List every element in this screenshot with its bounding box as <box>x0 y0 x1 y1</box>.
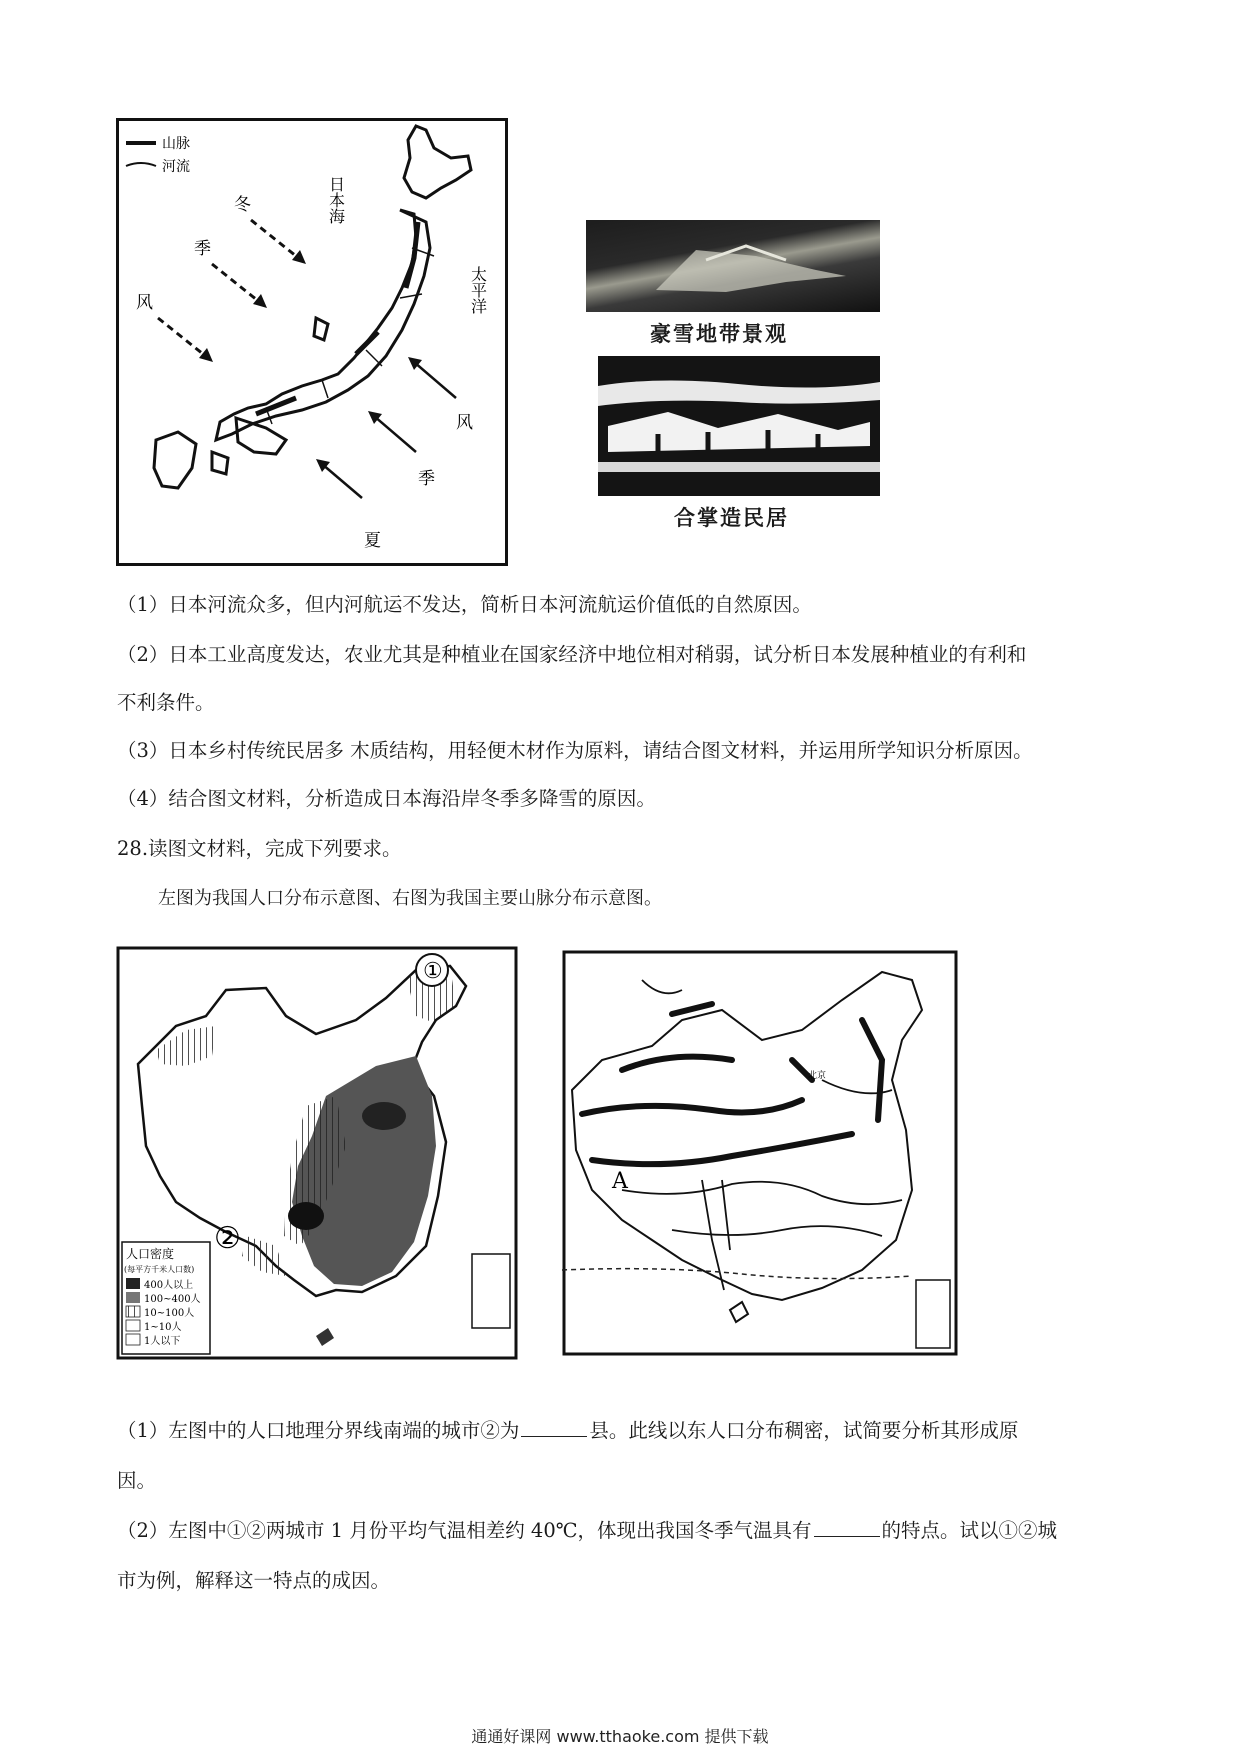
winter-wind-char-3: 风 <box>136 293 153 313</box>
population-map-figure <box>116 946 518 1360</box>
q27-item-2: （2）日本工业高度发达，农业尤其是种植业在国家经济中地位相对稍弱，试分析日本发展种植业的有利和 <box>117 643 1027 666</box>
q27-item-1: （1）日本河流众多，但内河航运不发达，简析日本河流航运价值低的自然原因。 <box>117 593 812 616</box>
mountain-map <box>562 950 958 1356</box>
winter-wind-char-1: 冬 <box>234 195 251 215</box>
q28-item-2-part1: （2）左图中①②两城市 1 月份平均气温相差约 40℃，体现出我国冬季气温具有 <box>117 1519 812 1542</box>
q28-intro: 左图为我国人口分布示意图、右图为我国主要山脉分布示意图。 <box>158 888 662 909</box>
legend-title: 人口密度 <box>126 1247 175 1261</box>
south-sea-inset-2 <box>916 1280 950 1348</box>
city-marker-2: ② <box>214 1221 241 1256</box>
sea-label: 日本海 <box>326 176 346 224</box>
answer-blank-1[interactable] <box>521 1418 587 1437</box>
q28-item-2-part2: 的特点。试以①②城 <box>881 1519 1058 1542</box>
city-marker-1: ① <box>423 959 443 984</box>
q27-item-4: （4）结合图文材料，分析造成日本海沿岸冬季多降雪的原因。 <box>117 787 656 810</box>
japan-map-figure <box>116 118 508 566</box>
q28-item-1 <box>117 1418 1018 1444</box>
summer-wind-char-2: 季 <box>418 469 435 489</box>
mountain-map-figure <box>562 950 958 1356</box>
legend-subtitle: (每平方千米人口数) <box>124 1265 195 1274</box>
snow-landscape-image <box>586 220 880 312</box>
footer-text: 通通好课网 www.tthaoke.com 提供下载 <box>471 1727 769 1746</box>
legend-river: 河流 <box>162 159 190 175</box>
q28-item-1-cont: 因。 <box>117 1469 157 1492</box>
q28-item-1-part1: （1）左图中的人口地理分界线南端的城市②为 <box>117 1419 520 1442</box>
q28-item-2-cont: 市为例，解释这一特点的成因。 <box>117 1569 391 1592</box>
population-map <box>116 946 518 1360</box>
q28-item-2 <box>117 1518 1057 1544</box>
snow-landscape-caption: 豪雪地带景观 <box>650 321 788 346</box>
q27-item-2-cont: 不利条件。 <box>117 691 215 714</box>
legend-mountain: 山脉 <box>162 136 190 152</box>
label-beijing: 北京 <box>808 1071 827 1081</box>
q28-item-1-part2: 县。此线以东人口分布稠密，试简要分析其形成原 <box>589 1419 1019 1442</box>
label-a: A <box>612 1169 628 1194</box>
winter-wind-char-2: 季 <box>194 239 211 259</box>
gassho-house-photo <box>598 356 880 496</box>
summer-wind-char-1: 夏 <box>364 531 381 551</box>
legend-item-5: 1人以下 <box>144 1336 181 1347</box>
ocean-label: 太平洋 <box>468 266 488 314</box>
gassho-house-image <box>598 356 880 496</box>
legend-item-1: 400人以上 <box>144 1280 194 1291</box>
legend-item-2: 100~400人 <box>144 1294 201 1305</box>
legend-item-3: 10~100人 <box>144 1308 195 1319</box>
summer-wind-char-3: 风 <box>456 413 473 433</box>
south-sea-inset <box>472 1254 510 1328</box>
snow-landscape-photo <box>586 220 880 312</box>
answer-blank-2[interactable] <box>814 1518 880 1537</box>
q27-item-3: （3）日本乡村传统民居多 木质结构，用轻便木材作为原料，请结合图文材料，并运用所学知识分析原因。 <box>117 739 1033 762</box>
legend-item-4: 1~10人 <box>144 1322 182 1333</box>
gassho-house-caption: 合掌造民居 <box>674 505 789 530</box>
japan-map <box>116 118 508 566</box>
q28-title: 28.读图文材料，完成下列要求。 <box>117 837 402 860</box>
